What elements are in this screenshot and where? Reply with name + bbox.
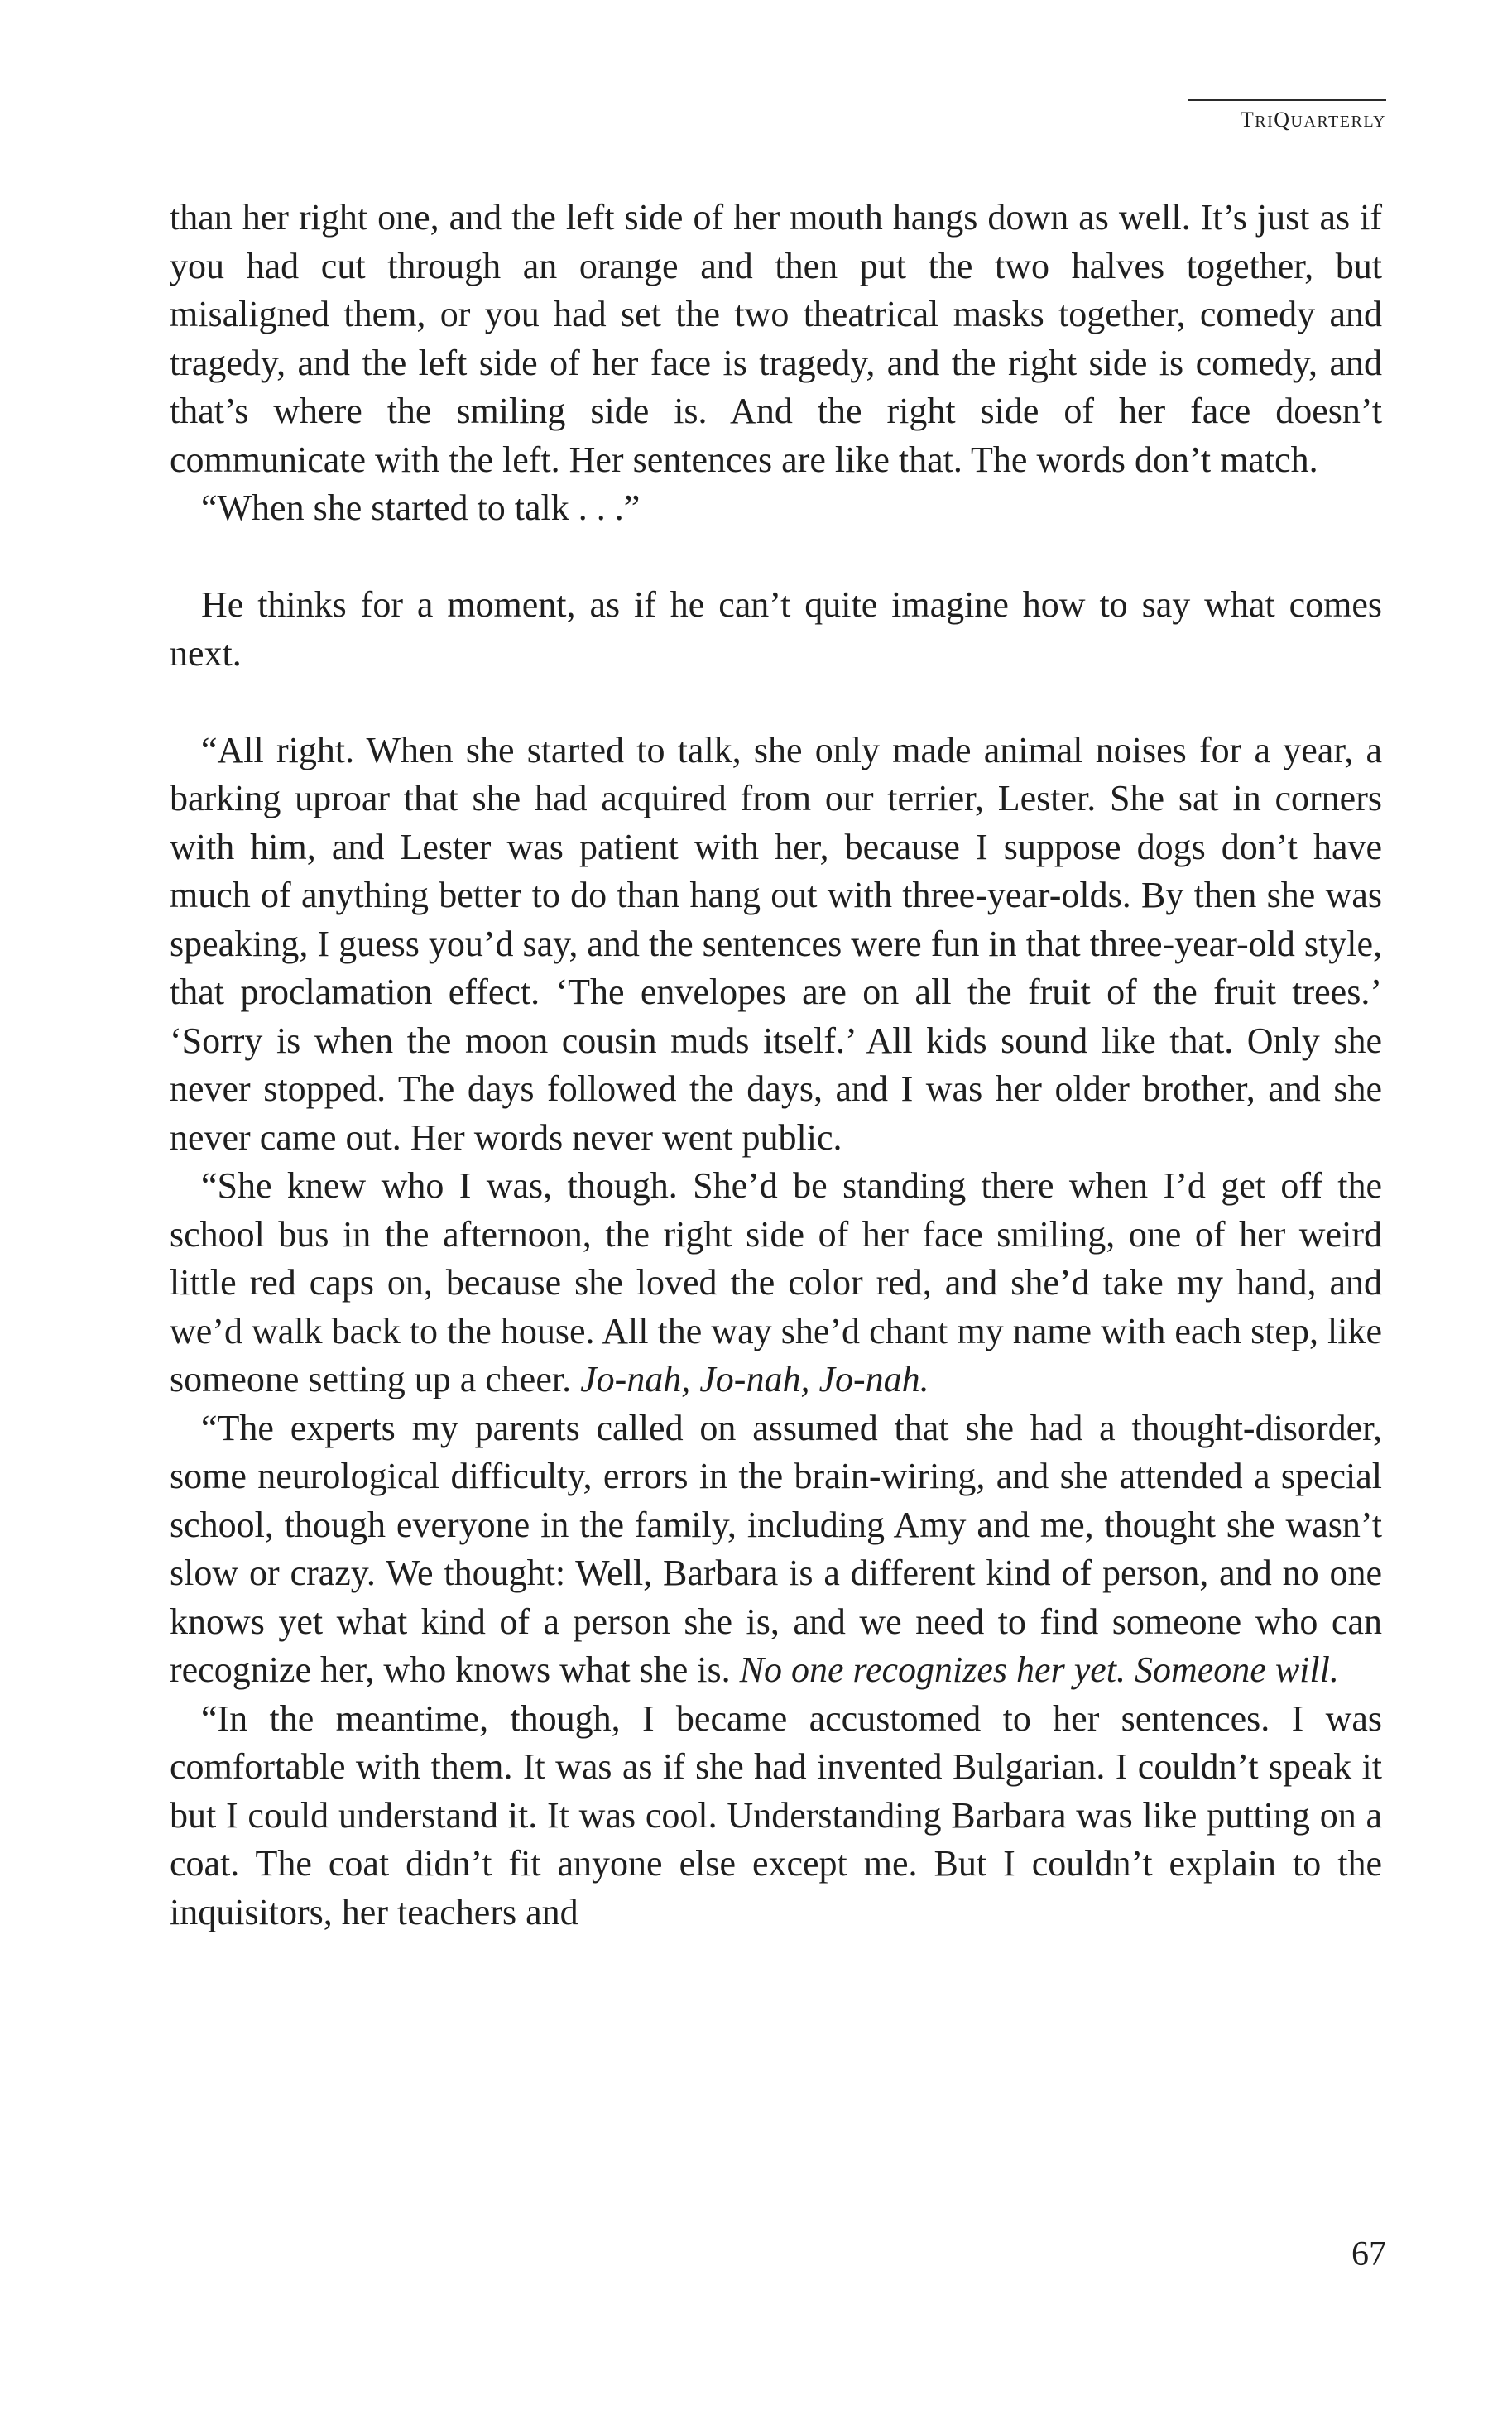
paragraph-1-text: than her right one, and the left side of her mouth hangs down as well. It’s just as if you had cut through an orange and then put the two halves together, but misaligned them, or you had set the two theatrical masks together, comedy and tragedy, and the left side of her face is tragedy, and the right side is comedy, and that’s where the smiling side is. And the right side of her face doesn’t communicate with the left. Her sentences are like that. The words don’t match. (170, 197, 1382, 480)
paragraph-6-italic: No one recognizes her yet. Someone will. (739, 1649, 1339, 1690)
paragraph-4-text: “All right. When she started to talk, she only made animal noises for a year, a barking uproar that she had acquired from our terrier, Lester. She sat in corners with him, and Lester was patient with her, because I suppose dogs don’t have much of anything better to do than hang out with three-year-olds. By then she was speaking, I guess you’d say, and the sentences were fun in that three-year-old style, that proclamation effect. ‘The envelopes are on all the fruit of the fruit trees.’ ‘Sorry is when the moon cousin muds itself.’ All kids sound like that. Only she never stopped. The days followed the days, and I was her older brother, and she never came out. Her words never went public. (170, 729, 1382, 1158)
paragraph-5-italic: Jo-nah, Jo-nah, Jo-nah. (580, 1359, 929, 1399)
paragraph-6-text: “The experts my parents called on assumed that she had a thought-disorder, some neurological difficulty, errors in the brain-wiring, and she attended a special school, though everyone in the family, including Amy and me, thought she wasn’t slow or crazy. We thought: Well, Barbara is a different kind of person, and no one knows yet what kind of a person she is, and we need to find someone who can recognize her, who knows what she is. (170, 1407, 1382, 1690)
paragraph-5-text: “She knew who I was, though. She’d be standing there when I’d get off the school bus in the afternoon, the right side of her face smiling, one of her weird little red caps on, because she loved the color red, and she’d take my hand, and we’d walk back to the house. All the way she’d chant my name with each step, like someone setting up a cheer. (170, 1165, 1382, 1399)
paragraph-6 (170, 1404, 1382, 1695)
paragraph-7 (170, 1695, 1382, 1937)
paragraph-1 (170, 194, 1382, 484)
paragraph-7-text: “In the meantime, though, I became accustomed to her sentences. I was comfortable with them. It was as if she had invented Bulgarian. I couldn’t speak it but I could understand it. It was cool. Understanding Barbara was like putting on a coat. The coat didn’t fit anyone else except me. But I couldn’t explain to the inquisitors, her teachers and (170, 1697, 1382, 1932)
paragraph-5 (170, 1162, 1382, 1404)
paragraph-2-text: “When she started to talk . . .” (201, 487, 641, 528)
journal-smallcaps-ri: RI (1255, 113, 1274, 131)
journal-letter-t: T (1240, 108, 1255, 132)
page-number: 67 (1351, 2235, 1386, 2273)
journal-letter-q: Q (1274, 108, 1291, 132)
paragraph-4 (170, 727, 1382, 1163)
body-text (170, 194, 1382, 1937)
paragraph-3 (170, 581, 1382, 678)
running-head (1188, 99, 1386, 132)
paragraph-2 (170, 484, 1382, 533)
journal-smallcaps-uarterly: UARTERLY (1290, 113, 1386, 131)
paragraph-3-text: He thinks for a moment, as if he can’t quite imagine how to say what comes next. (170, 584, 1382, 674)
